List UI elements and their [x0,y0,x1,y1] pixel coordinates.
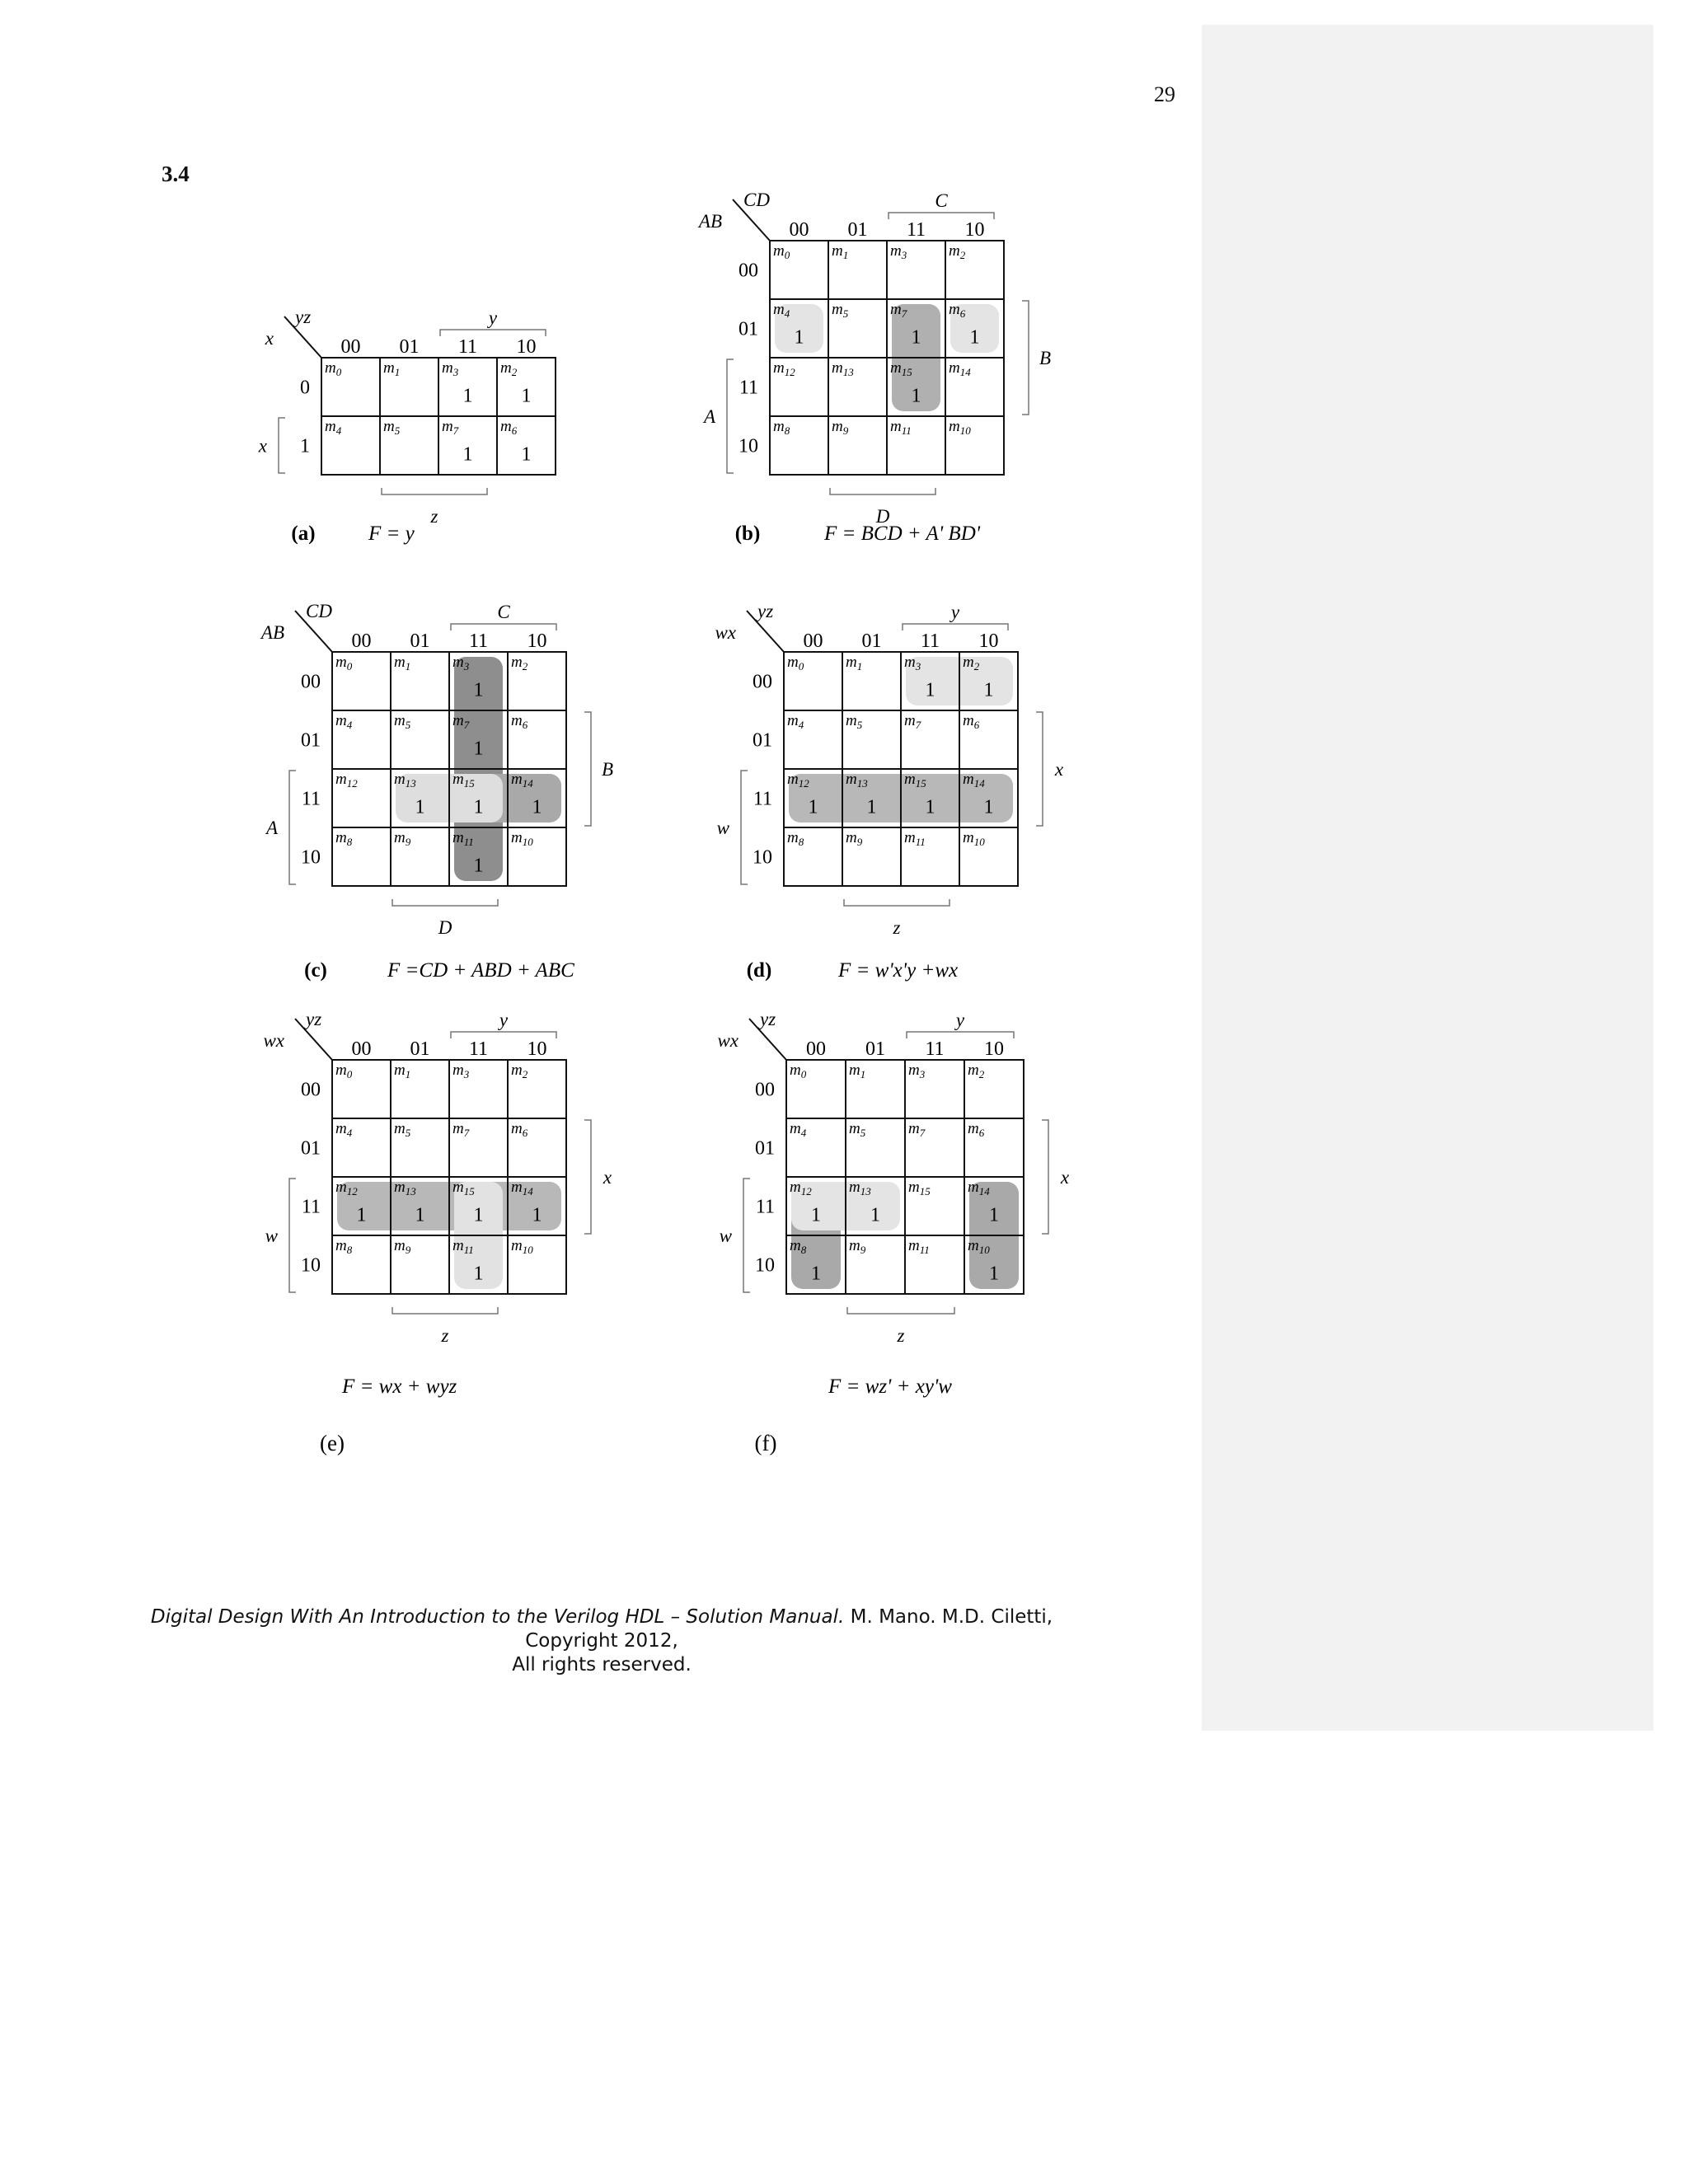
row-code: 11 [753,788,772,810]
minterm-label: $m_3$ [452,1062,470,1080]
minterm-label: $m_{15}$ [452,771,475,790]
minterm-label: $m_8$ [787,829,804,848]
minterm-label: $m_{13}$ [832,359,854,378]
minterm-label: $m_0$ [335,654,353,673]
cell-value: 1 [866,796,877,818]
minterm-label: $m_1$ [846,654,863,673]
column-code: 00 [340,336,361,358]
cell-value: 1 [532,1204,542,1226]
column-code: 00 [803,630,823,652]
column-code: 11 [920,630,940,652]
column-variables: CD [743,190,770,210]
minterm-label: $m_4$ [335,1120,353,1139]
minterm-label: $m_7$ [908,1120,926,1139]
row-code: 00 [755,1079,775,1101]
row-code: 11 [755,1196,775,1218]
bottom-bracket [392,899,498,906]
footer-line-1 [115,1605,1088,1653]
minterm-label: $m_6$ [963,712,980,731]
column-code: 10 [984,1038,1004,1060]
column-code: 01 [847,219,868,241]
left-bracket [741,771,748,884]
kmap-b [727,199,1029,494]
cell-value: 1 [811,1263,821,1285]
minterm-label: $m_9$ [832,418,849,437]
right-bracket [584,712,591,826]
cell-value: 1 [473,1204,484,1226]
minterm-label: $m_6$ [968,1120,985,1139]
minterm-label: $m_1$ [394,1062,411,1080]
minterm-label: $m_{12}$ [787,771,809,790]
minterm-label: $m_7$ [904,712,921,731]
minterm-label: $m_{15}$ [904,771,926,790]
minterm-label: $m_{15}$ [452,1179,475,1197]
minterm-label: $m_7$ [452,1120,470,1139]
minterm-label: $m_1$ [394,654,411,673]
row-code: 11 [301,788,321,810]
top-bracket [451,624,556,630]
row-variables: x [265,328,274,349]
left-bracket [727,359,734,473]
kmap-f [743,1019,1048,1314]
kmap-d [741,611,1043,906]
bottom-bracket [392,1307,498,1314]
minterm-label: $m_2$ [949,242,966,261]
minterm-label: $m_5$ [832,301,849,320]
minterm-label: $m_2$ [500,359,518,378]
minterm-label: $m_9$ [394,1237,411,1256]
left-bracket-variable: w [265,1226,278,1246]
cell-value: 1 [870,1204,880,1226]
cell-value: 1 [808,796,818,818]
column-variables: yz [306,1009,322,1029]
row-code: 00 [753,671,772,693]
minterm-label: $m_5$ [394,712,411,731]
top-bracket [451,1032,556,1038]
column-code: 10 [527,630,547,652]
minterm-label: $m_{12}$ [790,1179,812,1197]
cell-value: 1 [911,385,921,407]
minterm-label: $m_{10}$ [963,829,985,848]
minterm-label: $m_2$ [963,654,980,673]
right-bracket [584,1120,591,1234]
minterm-label: $m_{14}$ [949,359,971,378]
top-bracket [440,330,546,336]
minterm-label: $m_{13}$ [394,771,416,790]
minterm-label: $m_3$ [908,1062,926,1080]
top-bracket-variable: C [935,190,948,211]
top-bracket [889,213,994,219]
cell-value: 1 [521,443,532,466]
minterm-label: $m_8$ [790,1237,807,1256]
minterm-label: $m_1$ [383,359,401,378]
row-code: 10 [753,846,772,869]
minterm-label: $m_3$ [452,654,470,673]
figure-equation: F = wz' + xy'w [828,1376,952,1398]
minterm-label: $m_{14}$ [968,1179,990,1197]
cell-value: 1 [989,1204,999,1226]
right-bracket-variable: x [1054,759,1064,780]
left-bracket [743,1179,750,1292]
minterm-label: $m_8$ [773,418,790,437]
figure-equation: F = BCD + A' BD' [824,523,981,545]
left-bracket-variable: w [719,1226,732,1246]
row-code: 01 [738,318,758,340]
minterm-label: $m_{10}$ [968,1237,990,1256]
cell-value: 1 [356,1204,367,1226]
column-variables: yz [295,307,312,327]
cell-value: 1 [473,679,484,701]
right-bracket-variable: B [601,759,614,780]
column-code: 11 [925,1038,945,1060]
figure-label: (e) [320,1431,345,1455]
figure-label: (f) [754,1431,777,1455]
row-code: 10 [301,846,321,869]
row-code: 10 [301,1254,321,1277]
bottom-bracket [830,488,935,494]
minterm-label: $m_0$ [790,1062,807,1080]
minterm-label: $m_6$ [500,418,518,437]
column-variables: CD [306,601,332,621]
minterm-label: $m_8$ [335,829,353,848]
top-bracket-variable: y [488,307,498,328]
minterm-label: $m_3$ [442,359,459,378]
bottom-bracket-variable: D [875,506,890,527]
minterm-label: $m_5$ [383,418,401,437]
column-variables: yz [757,601,774,621]
minterm-label: $m_0$ [773,242,790,261]
section-number: 3.4 [162,162,190,186]
cell-value: 1 [462,385,473,407]
cell-value: 1 [811,1204,821,1226]
right-bracket-variable: x [1060,1167,1070,1188]
cell-value: 1 [532,796,542,818]
kmap-c [289,611,591,906]
minterm-label: $m_1$ [849,1062,866,1080]
minterm-label: $m_2$ [968,1062,985,1080]
left-bracket [289,771,296,884]
cell-value: 1 [969,326,980,349]
figure-label: (a) [291,523,316,545]
minterm-label: $m_4$ [325,418,342,437]
minterm-label: $m_4$ [790,1120,807,1139]
bottom-bracket-variable: D [438,917,452,938]
minterm-label: $m_1$ [832,242,849,261]
figure-equation: F = y [368,523,415,545]
right-bracket [1042,1120,1048,1234]
cell-value: 1 [989,1263,999,1285]
row-code: 10 [738,435,758,457]
minterm-label: $m_{11}$ [452,1237,474,1256]
column-code: 00 [806,1038,826,1060]
bottom-bracket-variable: z [441,1325,449,1346]
column-code: 01 [865,1038,885,1060]
column-code: 00 [351,1038,372,1060]
minterm-label: $m_{11}$ [904,829,926,848]
cell-value: 1 [911,326,921,349]
left-bracket-variable: A [265,818,278,838]
bottom-bracket [844,899,950,906]
left-bracket [289,1179,296,1292]
left-bracket-variable: w [716,818,729,838]
minterm-label: $m_{12}$ [335,1179,358,1197]
figure-equation: F =CD + ABD + ABC [387,959,574,982]
minterm-label: $m_{10}$ [511,1237,533,1256]
page-number: 29 [1154,82,1175,106]
row-code: 00 [301,671,321,693]
minterm-label: $m_4$ [773,301,790,320]
minterm-label: $m_3$ [890,242,907,261]
row-variables: wx [715,622,736,643]
column-code: 11 [468,1038,489,1060]
cell-value: 1 [473,1263,484,1285]
minterm-label: $m_{13}$ [849,1179,871,1197]
minterm-label: $m_7$ [442,418,459,437]
bottom-bracket-variable: z [893,917,901,938]
left-bracket-variable: x [258,435,267,457]
footer-rights: All rights reserved. [512,1654,692,1675]
column-code: 11 [457,336,478,358]
minterm-label: $m_9$ [394,829,411,848]
minterm-label: $m_{13}$ [846,771,868,790]
row-code: 00 [738,260,758,282]
bottom-bracket [847,1307,954,1314]
minterm-label: $m_{10}$ [949,418,971,437]
column-code: 10 [964,219,985,241]
cell-value: 1 [925,679,935,701]
minterm-label: $m_3$ [904,654,921,673]
bottom-bracket [382,488,487,494]
minterm-label: $m_6$ [511,712,528,731]
row-variables: AB [698,211,722,232]
column-code: 10 [527,1038,547,1060]
top-bracket-variable: y [499,1010,509,1030]
minterm-label: $m_4$ [335,712,353,731]
top-bracket [907,1032,1014,1038]
column-code: 11 [906,219,926,241]
minterm-label: $m_0$ [787,654,804,673]
column-code: 10 [978,630,999,652]
column-code: 01 [410,1038,430,1060]
minterm-label: $m_7$ [452,712,470,731]
figure-label: (d) [746,959,772,982]
minterm-label: $m_2$ [511,654,528,673]
row-code: 1 [300,435,310,457]
row-code: 01 [301,729,321,752]
minterm-label: $m_{13}$ [394,1179,416,1197]
cell-value: 1 [983,679,994,701]
cell-value: 1 [473,738,484,760]
footer [115,1605,1088,1677]
column-code: 00 [351,630,372,652]
row-variables: wx [263,1030,284,1051]
top-bracket-variable: y [955,1010,965,1030]
top-bracket-variable: C [497,602,510,622]
minterm-label: $m_{11}$ [452,829,474,848]
right-bracket [1036,712,1043,826]
row-code: 0 [300,377,310,399]
row-code: 01 [301,1137,321,1160]
minterm-label: $m_5$ [394,1120,411,1139]
row-variables: AB [260,622,284,643]
cell-value: 1 [794,326,804,349]
cell-value: 1 [521,385,532,407]
bottom-bracket-variable: z [897,1325,905,1346]
minterm-label: $m_{11}$ [890,418,912,437]
minterm-label: $m_0$ [335,1062,353,1080]
footer-authors: M. Mano. M.D. Ciletti, Copyright 2012, [525,1606,1053,1652]
minterm-label: $m_{10}$ [511,829,533,848]
minterm-label: $m_{12}$ [335,771,358,790]
row-code: 01 [753,729,772,752]
left-bracket [279,418,285,473]
left-bracket-variable: A [703,406,715,427]
minterm-label: $m_5$ [849,1120,866,1139]
column-code: 00 [789,219,809,241]
kmap-e [289,1019,591,1314]
minterm-label: $m_7$ [890,301,907,320]
figure-equation: F = wx + wyz [342,1376,457,1398]
right-bracket [1022,301,1029,415]
row-variables: wx [717,1030,738,1051]
column-code: 10 [516,336,537,358]
minterm-label: $m_{11}$ [908,1237,930,1256]
cell-value: 1 [925,796,935,818]
minterm-label: $m_{15}$ [908,1179,931,1197]
figure-label: (b) [734,523,761,545]
minterm-label: $m_{14}$ [511,771,533,790]
top-bracket-variable: y [950,602,960,622]
cell-value: 1 [415,796,425,818]
minterm-label: $m_4$ [787,712,804,731]
row-code: 00 [301,1079,321,1101]
minterm-label: $m_6$ [949,301,966,320]
bottom-bracket-variable: z [430,506,438,527]
cell-value: 1 [473,855,484,877]
cell-value: 1 [473,796,484,818]
column-code: 11 [468,630,489,652]
row-code: 11 [738,377,758,399]
cell-value: 1 [415,1204,425,1226]
minterm-label: $m_{15}$ [890,359,912,378]
minterm-label: $m_9$ [846,829,863,848]
top-bracket [903,624,1008,630]
figure-label: (c) [304,959,327,982]
row-code: 01 [755,1137,775,1160]
minterm-label: $m_9$ [849,1237,866,1256]
row-code: 11 [301,1196,321,1218]
cell-value: 1 [983,796,994,818]
figure-equation: F = w'x'y +wx [838,959,959,982]
minterm-label: $m_6$ [511,1120,528,1139]
minterm-label: $m_{12}$ [773,359,795,378]
minterm-label: $m_{14}$ [511,1179,533,1197]
column-variables: yz [760,1009,776,1029]
column-code: 01 [861,630,882,652]
minterm-label: $m_8$ [335,1237,353,1256]
minterm-label: $m_0$ [325,359,342,378]
right-bracket-variable: B [1039,348,1052,368]
column-code: 01 [410,630,430,652]
minterm-label: $m_5$ [846,712,863,731]
right-bracket-variable: x [603,1167,612,1188]
column-code: 01 [399,336,420,358]
minterm-label: $m_{14}$ [963,771,985,790]
cell-value: 1 [462,443,473,466]
minterm-label: $m_2$ [511,1062,528,1080]
footer-title: Digital Design With An Introduction to the Verilog HDL – Solution Manual. [150,1606,845,1628]
row-code: 10 [755,1254,775,1277]
